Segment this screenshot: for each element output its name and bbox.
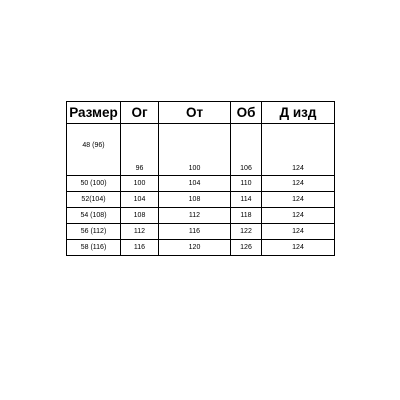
cell-length: 124 bbox=[262, 192, 335, 208]
header-waist: От bbox=[159, 102, 231, 124]
cell-chest: 100 bbox=[121, 176, 159, 192]
table-row bbox=[67, 176, 335, 192]
cell-size: 54 (108) bbox=[67, 208, 121, 224]
table-row bbox=[67, 224, 335, 240]
cell-chest: 112 bbox=[121, 224, 159, 240]
cell-length: 124 bbox=[262, 124, 335, 176]
cell-waist: 112 bbox=[159, 208, 231, 224]
table-row bbox=[67, 208, 335, 224]
table-row bbox=[67, 192, 335, 208]
cell-size: 50 (100) bbox=[67, 176, 121, 192]
cell-chest: 96 bbox=[121, 124, 159, 176]
cell-waist: 120 bbox=[159, 240, 231, 256]
cell-length: 124 bbox=[262, 176, 335, 192]
size-chart-table bbox=[66, 101, 335, 256]
cell-size: 52(104) bbox=[67, 192, 121, 208]
cell-chest: 104 bbox=[121, 192, 159, 208]
cell-chest: 116 bbox=[121, 240, 159, 256]
header-hips: Об bbox=[231, 102, 262, 124]
header-length: Д изд bbox=[262, 102, 335, 124]
cell-waist: 108 bbox=[159, 192, 231, 208]
cell-hips: 106 bbox=[231, 124, 262, 176]
cell-chest: 108 bbox=[121, 208, 159, 224]
cell-hips: 122 bbox=[231, 224, 262, 240]
cell-hips: 114 bbox=[231, 192, 262, 208]
table-header-row bbox=[67, 102, 335, 124]
table-row bbox=[67, 124, 335, 176]
table-row bbox=[67, 240, 335, 256]
cell-hips: 110 bbox=[231, 176, 262, 192]
cell-waist: 104 bbox=[159, 176, 231, 192]
header-chest: Ог bbox=[121, 102, 159, 124]
cell-size: 58 (116) bbox=[67, 240, 121, 256]
cell-length: 124 bbox=[262, 224, 335, 240]
cell-length: 124 bbox=[262, 208, 335, 224]
cell-length: 124 bbox=[262, 240, 335, 256]
cell-size: 56 (112) bbox=[67, 224, 121, 240]
header-size: Размер bbox=[67, 102, 121, 124]
cell-waist: 100 bbox=[159, 124, 231, 176]
cell-hips: 126 bbox=[231, 240, 262, 256]
cell-size: 48 (96) bbox=[67, 124, 121, 176]
cell-hips: 118 bbox=[231, 208, 262, 224]
cell-waist: 116 bbox=[159, 224, 231, 240]
